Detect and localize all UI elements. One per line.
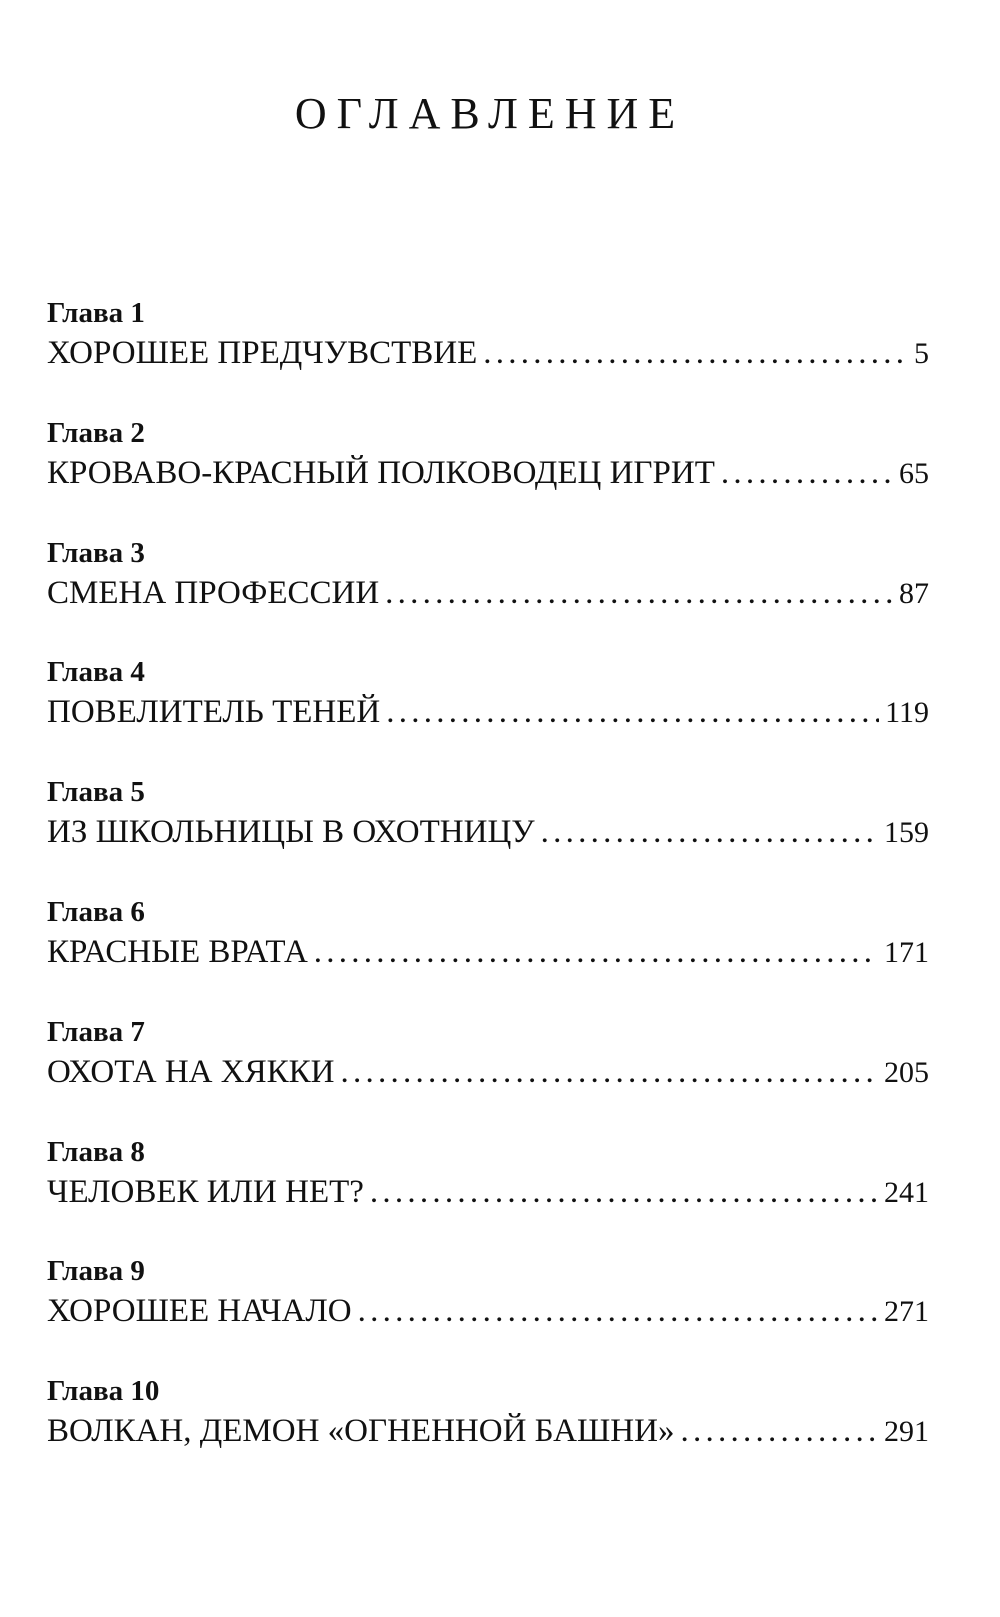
- page-number: 119: [885, 696, 929, 730]
- toc-line: [47, 1410, 929, 1453]
- chapter-label: Глава 3: [47, 536, 145, 569]
- chapter-title: ХОРОШЕЕ НАЧАЛО: [47, 1293, 352, 1330]
- table-of-contents: [47, 296, 929, 1494]
- page-number: 205: [884, 1055, 929, 1089]
- toc-entry: [47, 655, 929, 775]
- dot-leader: [370, 1171, 878, 1213]
- toc-entry: [47, 775, 929, 895]
- toc-entry: [47, 536, 929, 656]
- dot-leader: [680, 1410, 878, 1452]
- chapter-title: ОХОТА НА ХЯККИ: [47, 1053, 335, 1090]
- chapter-title: КРОВАВО-КРАСНЫЙ ПОЛКОВОДЕЦ ИГРИТ: [47, 454, 715, 491]
- toc-entry: [47, 1374, 929, 1494]
- dot-leader: [340, 1051, 878, 1093]
- page-number: 159: [884, 816, 929, 850]
- page-number: 5: [914, 337, 929, 370]
- chapter-label: Глава 2: [47, 416, 145, 449]
- toc-line: [47, 691, 929, 734]
- toc-line: [47, 1290, 929, 1333]
- chapter-title: ХОРОШЕЕ ПРЕДЧУВСТВИЕ: [47, 335, 478, 371]
- toc-entry: [47, 416, 929, 536]
- page-number: 171: [884, 935, 929, 969]
- chapter-label: Глава 8: [47, 1135, 145, 1168]
- toc-line: [47, 1051, 929, 1094]
- chapter-title: ИЗ ШКОЛЬНИЦЫ В ОХОТНИЦУ: [47, 814, 535, 851]
- chapter-label: Глава 5: [47, 776, 145, 809]
- toc-line: [47, 452, 929, 495]
- chapter-label: Глава 10: [47, 1375, 160, 1408]
- toc-entry: [47, 1015, 929, 1135]
- chapter-label: Глава 1: [47, 297, 145, 329]
- chapter-title: СМЕНА ПРОФЕССИИ: [47, 574, 380, 611]
- dot-leader: [314, 931, 878, 973]
- dot-leader: [721, 452, 893, 494]
- dot-leader: [483, 332, 908, 374]
- chapter-title: КРАСНЫЕ ВРАТА: [47, 933, 308, 970]
- dot-leader: [541, 811, 878, 853]
- page-number: 291: [884, 1415, 929, 1449]
- page-title: ОГЛАВЛЕНИЕ: [294, 89, 686, 138]
- toc-line: [47, 332, 929, 375]
- toc-entry: [47, 895, 929, 1015]
- chapter-label: Глава 7: [47, 1015, 145, 1048]
- chapter-title: ЧЕЛОВЕК ИЛИ НЕТ?: [47, 1173, 364, 1210]
- chapter-label: Глава 4: [47, 656, 145, 689]
- page-number: 241: [884, 1175, 929, 1209]
- toc-line: [47, 931, 929, 974]
- toc-line: [47, 811, 929, 854]
- dot-leader: [358, 1290, 878, 1332]
- chapter-label: Глава 6: [47, 895, 145, 928]
- page-number: 65: [899, 456, 929, 490]
- page-number: 87: [899, 576, 929, 610]
- chapter-label: Глава 9: [47, 1255, 145, 1288]
- chapter-title: ПОВЕЛИТЕЛЬ ТЕНЕЙ: [47, 694, 381, 731]
- toc-entry: [47, 296, 929, 416]
- toc-line: [47, 1171, 929, 1214]
- dot-leader: [386, 691, 879, 733]
- toc-entry: [47, 1254, 929, 1374]
- page-number: 271: [884, 1295, 929, 1329]
- toc-line: [47, 572, 929, 615]
- dot-leader: [385, 572, 893, 614]
- chapter-title: ВОЛКАН, ДЕМОН «ОГНЕННОЙ БАШНИ»: [47, 1413, 675, 1450]
- toc-entry: [47, 1135, 929, 1255]
